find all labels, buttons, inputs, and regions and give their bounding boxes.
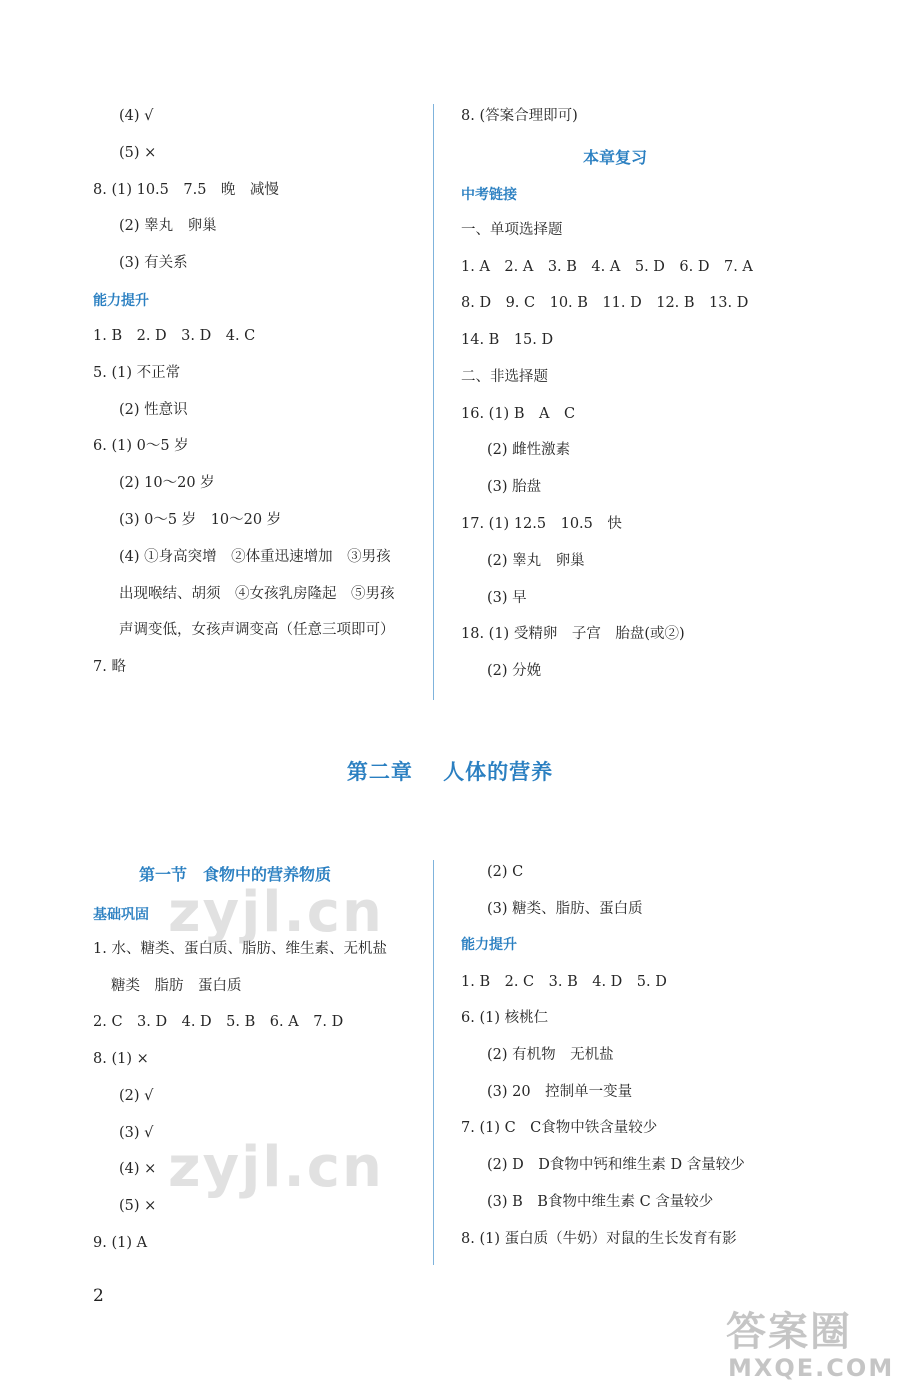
column-divider [433,104,434,700]
answer-line: (3) B B食物中维生素 C 含量较少 [487,1194,714,1210]
answer-line: 8. (1) 蛋白质（牛奶）对鼠的生长发育有影 [461,1231,737,1247]
answer-line: (3) 有关系 [119,255,188,271]
answer-line: (4) × [119,1161,157,1177]
answer-line: (2) C [487,864,524,880]
answer-line: 6. (1) 核桃仁 [461,1010,549,1026]
answer-line: (4) ①身高突增 ②体重迅速增加 ③男孩 [119,549,391,565]
answer-line: (3) 糖类、脂肪、蛋白质 [487,901,643,917]
answer-line: (2) 睾丸 卵巢 [119,218,217,234]
section-title: 第一节 食物中的营养物质 [139,865,332,884]
answer-line: 5. (1) 不正常 [93,365,181,381]
answer-line: 7. (1) C C食物中铁含量较少 [461,1120,658,1136]
page-number: 2 [93,1286,104,1306]
answer-line: (2) 分娩 [487,663,542,679]
answer-line: 16. (1) B A C [461,406,576,422]
answer-line: (2) 10～20 岁 [119,475,215,491]
answer-line: (2) 有机物 无机盐 [487,1047,614,1063]
answer-line: (2) D D食物中钙和维生素 D 含量较少 [487,1157,745,1173]
answer-line: 6. (1) 0～5 岁 [93,438,189,454]
section-heading: 能力提升 [461,937,517,953]
answer-line: (3) √ [119,1125,154,1141]
section-title: 本章复习 [583,148,648,167]
answer-line: 声调变低，女孩声调变高（任意三项即可） [119,622,395,638]
answer-line: 18. (1) 受精卵 子宫 胎盘(或②) [461,626,685,642]
watermark-text: zyjl.cn [168,880,384,945]
answer-line: (3) 早 [487,590,527,606]
watermark-logo-url: MXQE.COM [728,1354,895,1382]
answer-line: 17. (1) 12.5 10.5 快 [461,516,622,532]
answer-line: (2) 睾丸 卵巢 [487,553,585,569]
answer-line: (4) √ [119,108,154,124]
answer-line: (5) × [119,145,157,161]
answer-line: (5) × [119,1198,157,1214]
answer-line: (2) 性意识 [119,402,188,418]
answer-line: 糖类 脂肪 蛋白质 [111,978,242,994]
answer-line: 7. 略 [93,659,126,675]
chapter-title: 第二章 人体的营养 [346,760,554,784]
answer-line: 1. 水、糖类、蛋白质、脂肪、维生素、无机盐 [93,941,387,957]
answer-line: 1. B 2. C 3. B 4. D 5. D [461,974,667,990]
answer-line: 8. D 9. C 10. B 11. D 12. B 13. D [461,295,749,311]
answer-line: 14. B 15. D [461,332,554,348]
answer-line: 8. (答案合理即可) [461,108,578,124]
section-heading: 中考链接 [461,187,517,203]
answer-line: 1. A 2. A 3. B 4. A 5. D 6. D 7. A [461,259,753,275]
column-divider [433,860,434,1265]
corner-watermark-logo [718,1300,898,1386]
answer-line: 8. (1) 10.5 7.5 晚 减慢 [93,182,279,198]
answer-line: (3) 20 控制单一变量 [487,1084,633,1100]
answer-line: 一、单项选择题 [461,222,563,238]
watermark-logo-text: 答案圈 [726,1309,852,1355]
section-heading: 能力提升 [93,293,149,309]
answer-line: (2) √ [119,1088,154,1104]
section-heading: 基础巩固 [93,907,149,923]
answer-line: 1. B 2. D 3. D 4. C [93,328,256,344]
answer-line: (3) 0～5 岁 10～20 岁 [119,512,282,528]
answer-line: 出现喉结、胡须 ④女孩乳房隆起 ⑤男孩 [119,586,395,602]
answer-line: 二、非选择题 [461,369,548,385]
answer-line: (3) 胎盘 [487,479,542,495]
watermark-text: zyjl.cn [168,1135,384,1200]
answer-line: (2) 雌性激素 [487,442,571,458]
answer-line: 2. C 3. D 4. D 5. B 6. A 7. D [93,1014,344,1030]
answer-line: 8. (1) × [93,1051,149,1067]
answer-line: 9. (1) A [93,1235,148,1251]
